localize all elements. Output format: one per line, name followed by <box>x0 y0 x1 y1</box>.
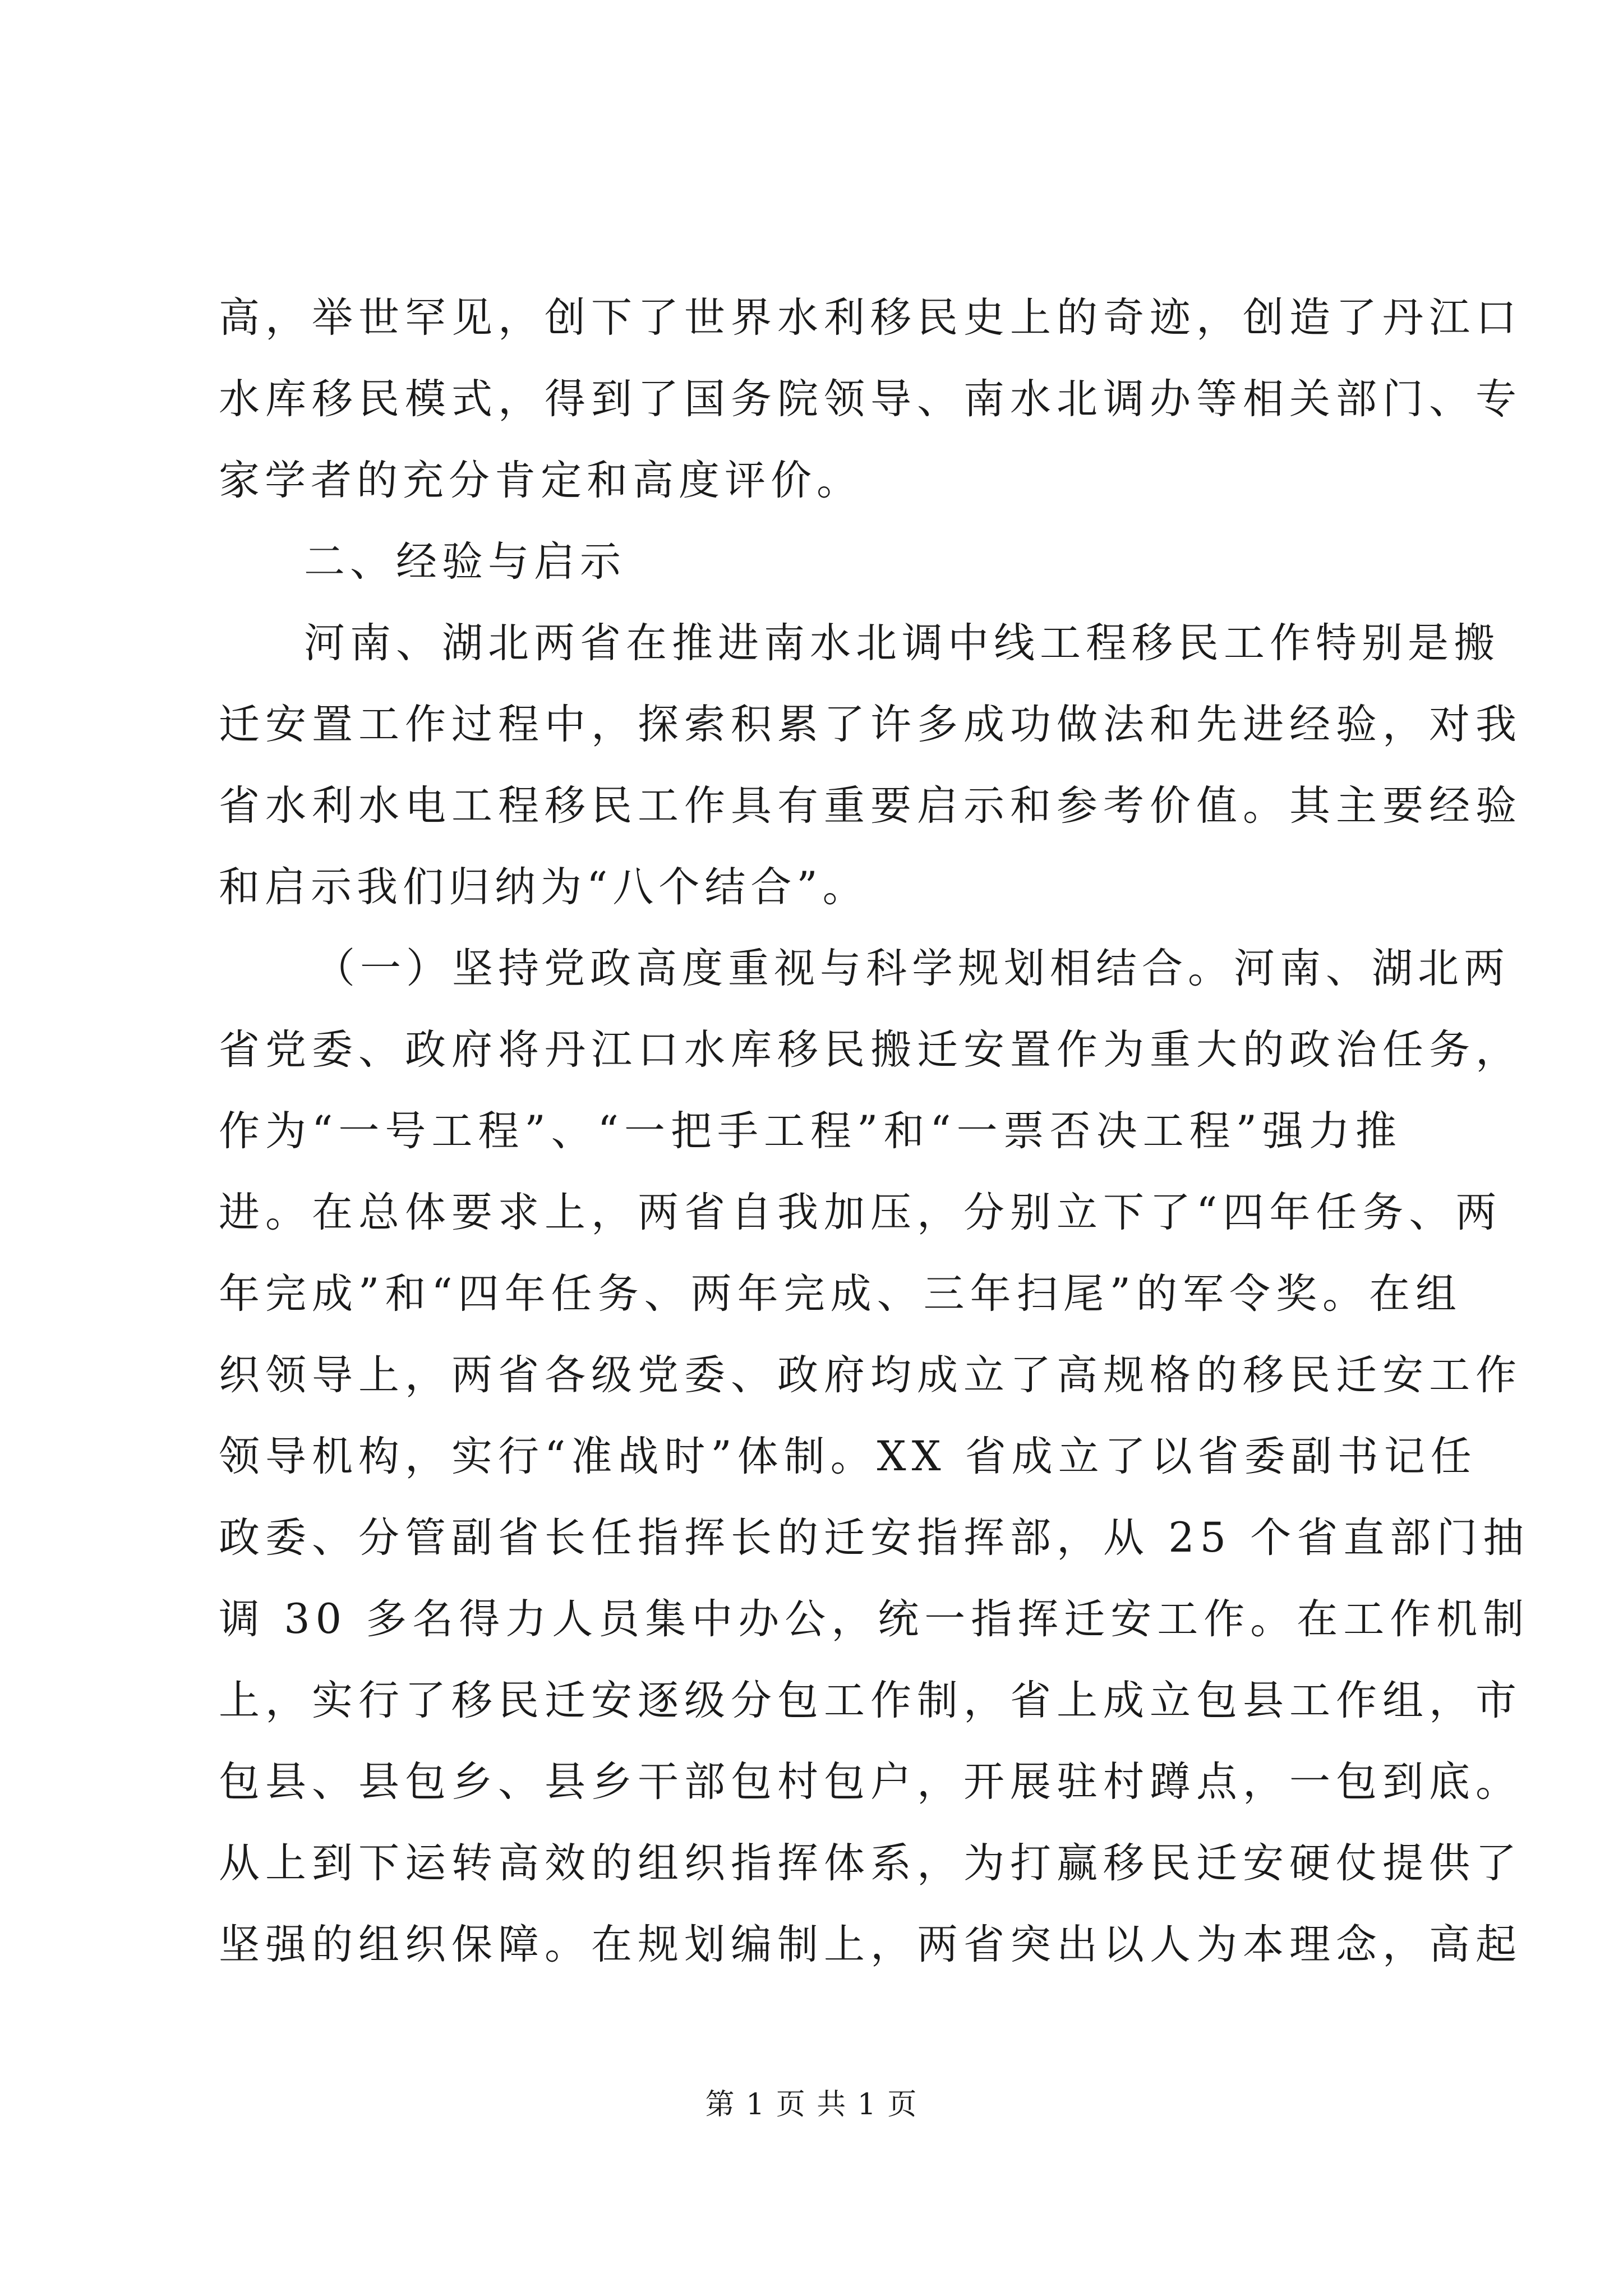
text-line-13: 年完成”和“四年任务、两年完成、三年扫尾”的军令奖。在组 <box>219 1270 1462 1318</box>
text-line-9: （一）坚持党政高度重视与科学规划相结合。河南、湖北两 <box>314 945 1510 992</box>
text-line-15: 领导机构，实行“准战时”体制。XX 省成立了以省委副书记任 <box>219 1433 1477 1480</box>
text-line-16: 政委、分管副省长任指挥长的迁安指挥部，从 25 个省直部门抽 <box>219 1514 1530 1562</box>
text-line-5: 河南、湖北两省在推进南水北调中线工程移民工作特别是搬 <box>304 619 1500 667</box>
page-footer: 第 1 页 共 1 页 <box>705 2088 918 2122</box>
text-line-1: 高，举世罕见，创下了世界水利移民史上的奇迹，创造了丹江口 <box>219 294 1522 342</box>
text-line-20: 从上到下运转高效的组织指挥体系，为打赢移民迁安硬仗提供了 <box>219 1839 1522 1887</box>
text-line-19: 包县、县包乡、县乡干部包村包户，开展驻村蹲点，一包到底。 <box>219 1758 1522 1806</box>
text-line-2: 水库移民模式，得到了国务院领导、南水北调办等相关部门、专 <box>219 375 1522 423</box>
text-line-7: 省水利水电工程移民工作具有重要启示和参考价值。其主要经验 <box>219 782 1522 830</box>
section-heading: 二、经验与启示 <box>304 538 626 586</box>
text-line-17: 调 30 多名得力人员集中办公，统一指挥迁安工作。在工作机制 <box>219 1595 1530 1643</box>
text-line-14: 织领导上，两省各级党委、政府均成立了高规格的移民迁安工作 <box>219 1351 1522 1399</box>
text-line-18: 上，实行了移民迁安逐级分包工作制，省上成立包县工作组，市 <box>219 1677 1522 1724</box>
text-line-3: 家学者的充分肯定和高度评价。 <box>219 457 863 504</box>
text-line-11: 作为“一号工程”、“一把手工程”和“一票否决工程”强力推 <box>219 1107 1402 1155</box>
text-line-21: 坚强的组织保障。在规划编制上，两省突出以人为本理念，高起 <box>219 1921 1522 1968</box>
text-line-6: 迁安置工作过程中，探索积累了许多成功做法和先进经验，对我 <box>219 701 1522 748</box>
text-line-12: 进。在总体要求上，两省自我加压，分别立下了“四年任务、两 <box>219 1189 1502 1236</box>
text-line-8: 和启示我们归纳为“八个结合”。 <box>219 863 869 911</box>
text-line-10: 省党委、政府将丹江口水库移民搬迁安置作为重大的政治任务， <box>219 1026 1522 1074</box>
